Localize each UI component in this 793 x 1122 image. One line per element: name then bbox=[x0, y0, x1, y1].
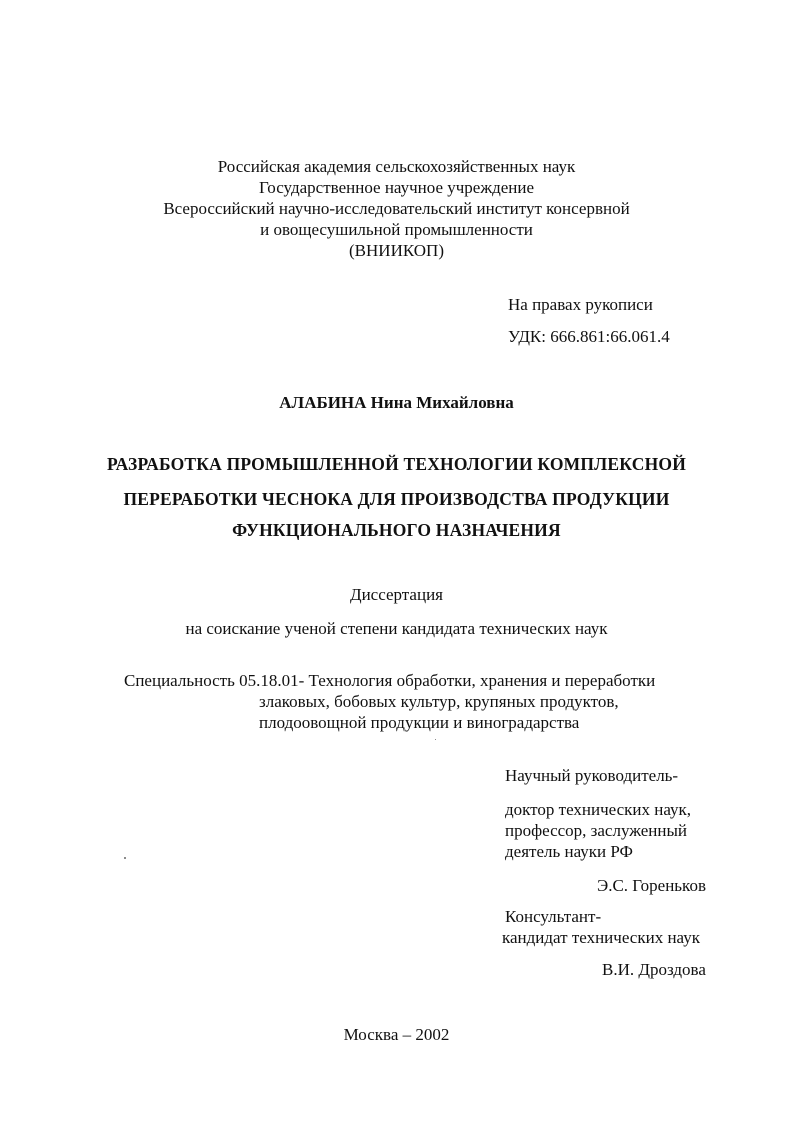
org-line-academy: Российская академия сельскохозяйственных наук bbox=[217, 157, 576, 176]
city-year: Москва – 2002 bbox=[343, 1025, 450, 1044]
consultant-label: Консультант- bbox=[505, 907, 602, 926]
specialty-line-2: злаковых, бобовых культур, крупяных продуктов, bbox=[259, 692, 619, 711]
manuscript-rights: На правах рукописи bbox=[508, 295, 653, 314]
scan-speck bbox=[435, 739, 436, 740]
udk-code: УДК: 666.861:66.061.4 bbox=[508, 327, 670, 346]
dissertation-label: Диссертация bbox=[349, 585, 443, 604]
scan-speck bbox=[124, 857, 126, 859]
specialty-line-1: Специальность 05.18.01- Технология обработки, хранения и переработки bbox=[124, 671, 656, 690]
title-line-2: ПЕРЕРАБОТКИ ЧЕСНОКА ДЛЯ ПРОИЗВОДСТВА ПРОДУКЦИИ bbox=[123, 489, 670, 509]
supervisor-degree: доктор технических наук, bbox=[505, 800, 692, 819]
title-line-3: ФУНКЦИОНАЛЬНОГО НАЗНАЧЕНИЯ bbox=[232, 520, 561, 540]
supervisor-title: профессор, заслуженный bbox=[505, 821, 688, 840]
consultant-name: В.И. Дроздова bbox=[602, 960, 706, 979]
org-line-abbreviation: (ВНИИКОП) bbox=[349, 241, 444, 260]
consultant-degree: кандидат технических наук bbox=[502, 928, 700, 947]
supervisor-name: Э.С. Гореньков bbox=[597, 876, 706, 895]
specialty-line-3: плодоовощной продукции и виноградарства bbox=[259, 713, 580, 732]
degree-line: на соискание ученой степени кандидата технических наук bbox=[185, 619, 608, 638]
author-name: АЛАБИНА Нина Михайловна bbox=[279, 393, 514, 412]
org-line-industry: и овощесушильной промышленности bbox=[260, 220, 533, 239]
supervisor-label: Научный руководитель- bbox=[505, 766, 679, 785]
org-line-institute: Всероссийский научно-исследовательский институт консервной bbox=[163, 199, 630, 218]
title-line-1: РАЗРАБОТКА ПРОМЫШЛЕННОЙ ТЕХНОЛОГИИ КОМПЛЕКСНОЙ bbox=[106, 454, 687, 474]
supervisor-honor: деятель науки РФ bbox=[505, 842, 633, 861]
org-line-institution-type: Государственное научное учреждение bbox=[258, 178, 535, 197]
